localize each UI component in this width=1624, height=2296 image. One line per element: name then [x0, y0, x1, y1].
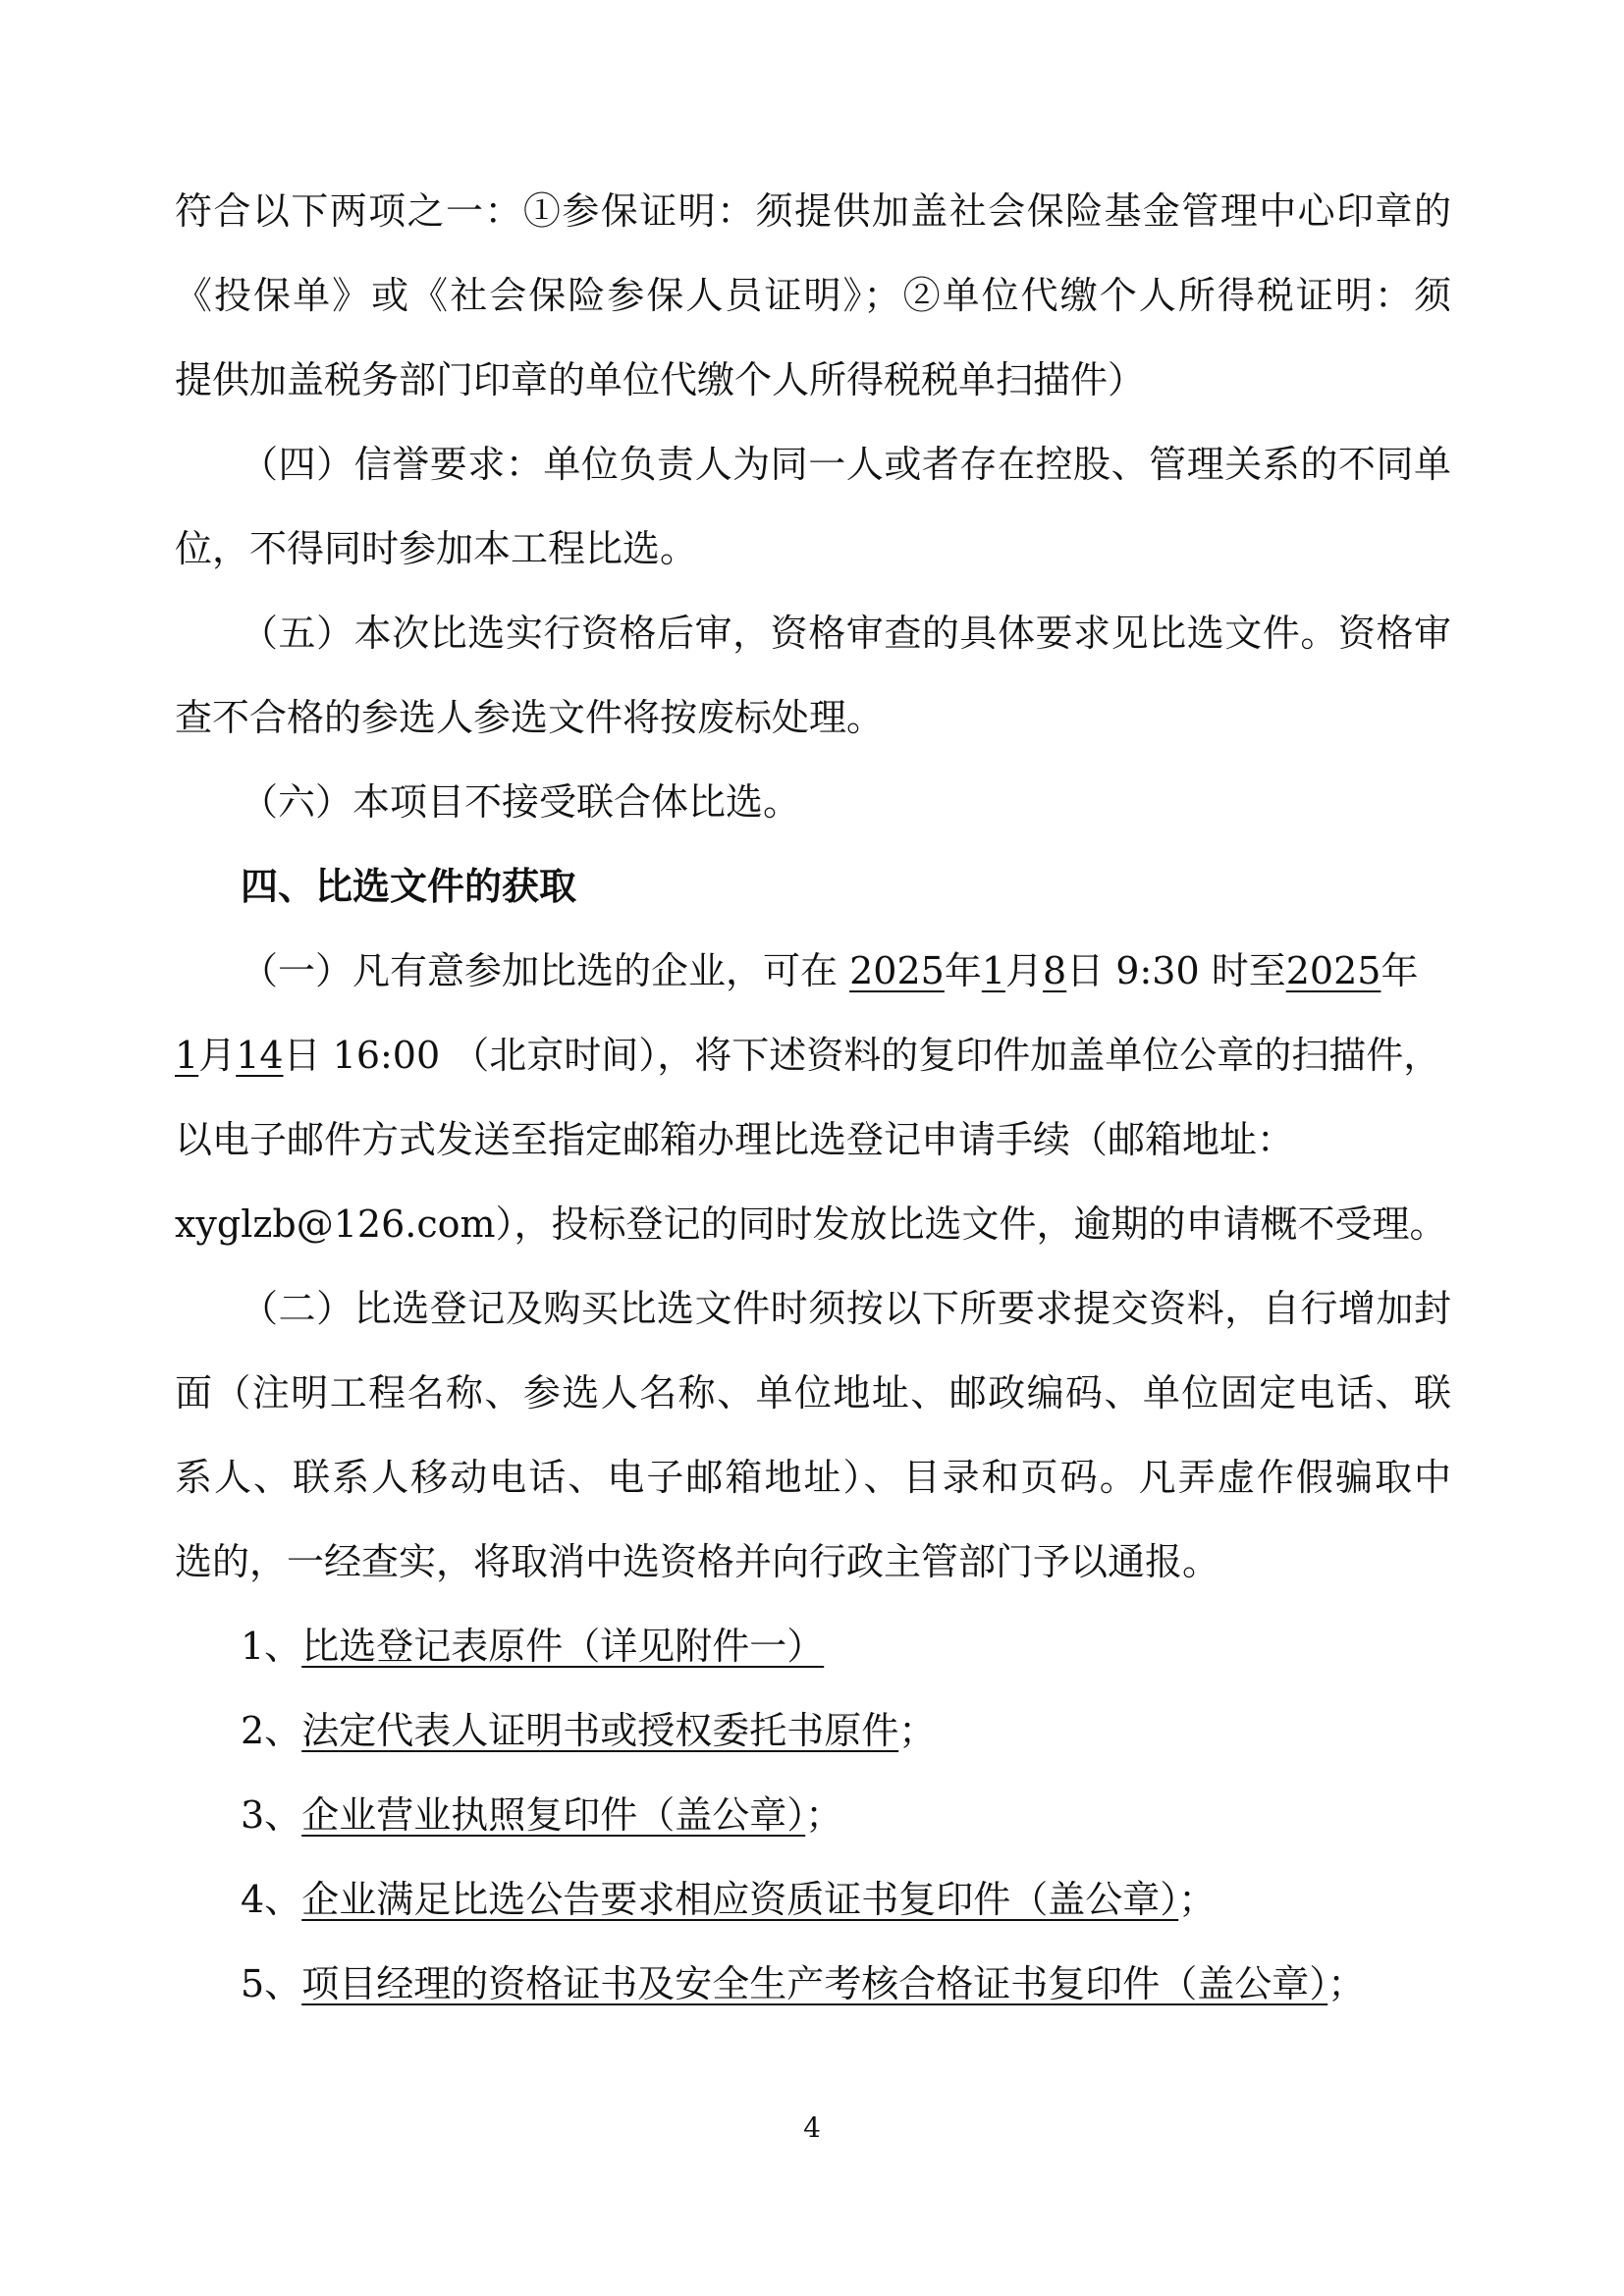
- list-item-text: 比选登记表原件（详见附件一）: [301, 1625, 825, 1668]
- paragraph-line: （五）本次比选实行资格后审，资格审查的具体要求见比选文件。资格审: [241, 612, 1451, 655]
- list-item-text: 项目经理的资格证书及安全生产考核合格证书复印件（盖公章）: [301, 1962, 1328, 2005]
- section-heading: 四、比选文件的获取: [241, 864, 577, 908]
- list-item: [241, 1959, 1365, 2008]
- acquisition-paragraph-line-1: [241, 946, 1418, 995]
- page-number: 4: [803, 2111, 821, 2144]
- list-item-number: 1、: [241, 1625, 302, 1668]
- list-item-suffix: ；: [1327, 1962, 1366, 2005]
- list-item-number: 3、: [241, 1793, 302, 1837]
- text-segment: 日 9:30 时至: [1066, 949, 1286, 992]
- paragraph-line: 符合以下两项之一：①参保证明：须提供加盖社会保险基金管理中心印章的: [175, 189, 1451, 233]
- list-item-text: 企业满足比选公告要求相应资质证书复印件（盖公章）: [301, 1878, 1179, 1921]
- paragraph-line: 查不合格的参选人参选文件将按废标处理。: [175, 696, 885, 739]
- paragraph-line: 系人、联系人移动电话、电子邮箱地址）、目录和页码。凡弄虚作假骗取中: [175, 1456, 1451, 1499]
- list-item: [241, 1706, 936, 1755]
- paragraph-line: 《投保单》或《社会保险参保人员证明》；②单位代缴个人所得税证明：须: [175, 274, 1451, 317]
- text-segment: 年: [944, 949, 982, 992]
- text-segment: 月: [198, 1034, 237, 1077]
- paragraph-line: 面（注明工程名称、参选人名称、单位地址、邮政编码、单位固定电话、联: [175, 1371, 1451, 1415]
- paragraph-line: 位，不得同时参加本工程比选。: [175, 527, 698, 570]
- paragraph-line: （四）信誉要求：单位负责人为同一人或者存在控股、管理关系的不同单: [241, 443, 1451, 486]
- list-item-text: 法定代表人证明书或授权委托书原件: [301, 1709, 899, 1752]
- text-segment: 年: [1380, 949, 1419, 992]
- list-item: [241, 1875, 1216, 1924]
- paragraph-line: 以电子邮件方式发送至指定邮箱办理比选登记申请手续（邮箱地址：: [175, 1118, 1295, 1161]
- text-segment: 月: [1005, 949, 1044, 992]
- list-item-suffix: ；: [898, 1709, 937, 1752]
- email-line: xyglzb@126.com），投标登记的同时发放比选文件，逾期的申请概不受理。: [175, 1202, 1447, 1246]
- start-day: 8: [1043, 949, 1067, 992]
- list-item-number: 5、: [241, 1962, 302, 2005]
- list-item-number: 4、: [241, 1878, 302, 1921]
- paragraph-line: （二）比选登记及购买比选文件时须按以下所要求提交资料，自行增加封: [241, 1287, 1451, 1330]
- text-segment: 日 16:00 （北京时间），将下述资料的复印件加盖单位公章的扫描件，: [283, 1034, 1441, 1077]
- end-month: 1: [175, 1034, 199, 1077]
- start-month: 1: [981, 949, 1006, 992]
- paragraph-line: 提供加盖税务部门印章的单位代缴个人所得税税单扫描件）: [175, 358, 1146, 401]
- end-day: 14: [236, 1034, 284, 1077]
- list-item-suffix: ；: [805, 1793, 843, 1837]
- list-item: [241, 1622, 824, 1671]
- list-item-suffix: ；: [1178, 1878, 1217, 1921]
- start-year: 2025: [849, 949, 945, 992]
- text-segment: （一）凡有意参加比选的企业，可在: [241, 949, 850, 992]
- list-item-number: 2、: [241, 1709, 302, 1752]
- list-item-text: 企业营业执照复印件（盖公章）: [301, 1793, 806, 1837]
- acquisition-paragraph-line-2: [175, 1031, 1440, 1080]
- list-item: [241, 1790, 842, 1840]
- paragraph-line: （六）本项目不接受联合体比选。: [241, 780, 801, 824]
- paragraph-line: 选的，一经查实，将取消中选资格并向行政主管部门予以通报。: [175, 1540, 1220, 1583]
- end-year: 2025: [1285, 949, 1381, 992]
